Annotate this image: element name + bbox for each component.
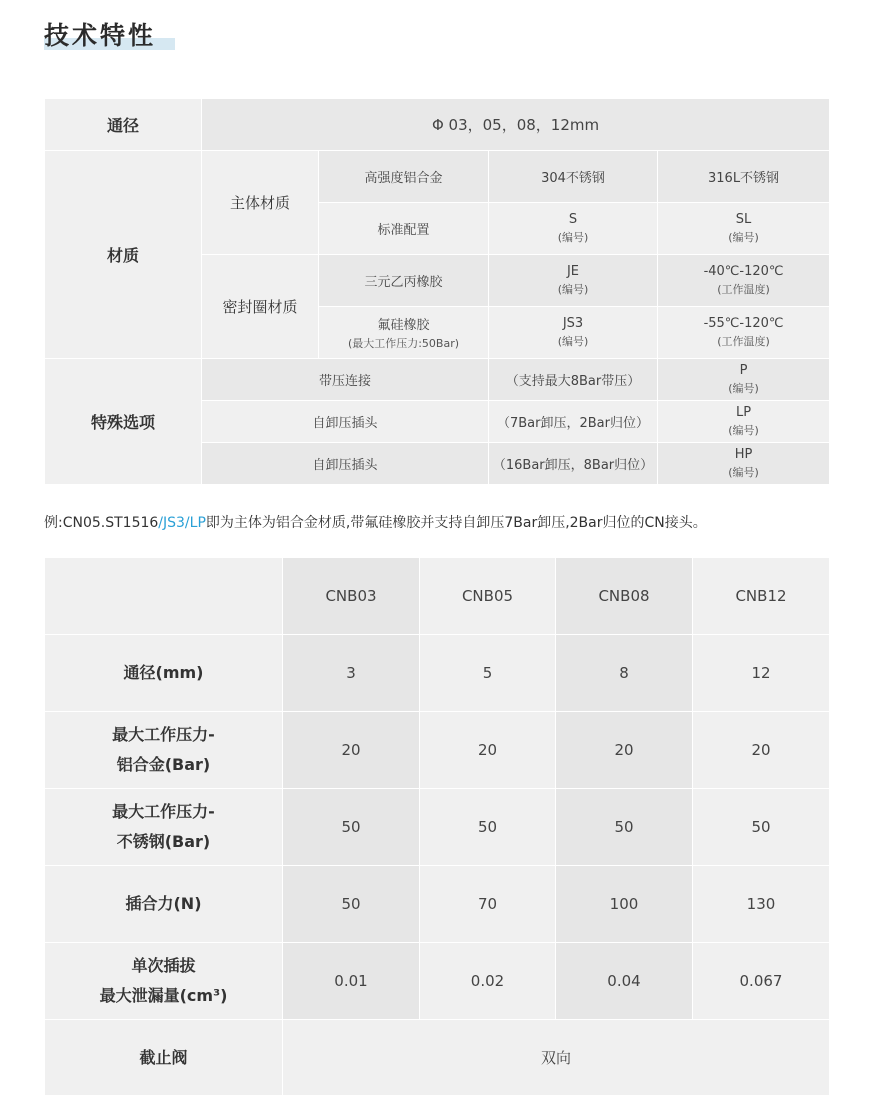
row-label: [45, 712, 283, 789]
table-cell: 130: [693, 866, 830, 943]
code-cell: [658, 401, 830, 443]
code-cell: [658, 359, 830, 401]
table-cell: 5: [420, 635, 556, 712]
table-cell: 0.02: [420, 943, 556, 1020]
temp-value: -55℃-120℃: [703, 316, 784, 331]
code-note: (编号): [557, 231, 589, 244]
special-option-desc: （支持最大8Bar带压）: [489, 359, 658, 401]
table-cell: 0.067: [693, 943, 830, 1020]
special-option-name: 自卸压插头: [202, 401, 489, 443]
row-label-line: 最大泄漏量(cm³): [99, 986, 228, 1005]
shutoff-valve-label: 截止阀: [45, 1020, 283, 1096]
code-value: JS3: [562, 316, 584, 331]
code-note: (编号): [728, 382, 759, 395]
standard-config-label: 标准配置: [319, 203, 489, 255]
table-cell: 0.01: [283, 943, 420, 1020]
material-304: 304不锈钢: [489, 151, 658, 203]
temp-note: (工作温度): [717, 335, 770, 348]
spec-table: [44, 98, 830, 485]
section-title: [44, 16, 156, 52]
special-option-desc: （16Bar卸压，8Bar归位）: [489, 443, 658, 485]
special-option-name: 带压连接: [202, 359, 489, 401]
example-suffix: 即为主体为铝合金材质,带氟硅橡胶并支持自卸压7Bar卸压,2Bar归位的CN接头。: [205, 515, 707, 531]
row-label-line: 最大工作压力-: [112, 802, 215, 821]
section-title-text: 技术特性: [44, 21, 157, 50]
example-prefix: 例:CN05.ST1516: [44, 515, 159, 531]
row-label: [45, 866, 283, 943]
bore-value: Φ 03，05，08，12mm: [202, 99, 830, 151]
temp-cell: [658, 307, 830, 359]
model-header: CNB12: [693, 558, 830, 635]
model-header: CNB05: [420, 558, 556, 635]
code-value: P: [739, 363, 748, 378]
seal-name: [319, 307, 489, 359]
row-label-line: 铝合金(Bar): [116, 755, 211, 774]
body-material-label: 主体材质: [202, 151, 319, 255]
temp-cell: [658, 255, 830, 307]
example-highlight: /JS3/LP: [158, 515, 206, 531]
row-label: [45, 943, 283, 1020]
code-cell: [489, 255, 658, 307]
code-note: (编号): [557, 335, 589, 348]
example-text: [44, 512, 707, 532]
code-value: JE: [566, 264, 580, 279]
table-cell: 50: [693, 789, 830, 866]
special-option-name: 自卸压插头: [202, 443, 489, 485]
row-label-line: 最大工作压力-: [112, 725, 215, 744]
shutoff-valve-value: 双向: [283, 1020, 830, 1096]
model-header: CNB08: [556, 558, 693, 635]
row-label-line: 通径(mm): [123, 663, 204, 682]
table-cell: 20: [283, 712, 420, 789]
row-label: [45, 789, 283, 866]
code-value: SL: [735, 212, 752, 227]
table-cell: 50: [420, 789, 556, 866]
code-value: LP: [735, 405, 752, 420]
seal-material-label: 密封圈材质: [202, 255, 319, 359]
code-note: (编号): [728, 466, 759, 479]
table-cell: 12: [693, 635, 830, 712]
table-cell: 0.04: [556, 943, 693, 1020]
code-note: (编号): [728, 424, 759, 437]
temp-value: -40℃-120℃: [703, 264, 784, 279]
temp-note: (工作温度): [717, 283, 770, 296]
code-cell: [658, 203, 830, 255]
seal-name-text: 三元乙丙橡胶: [364, 275, 443, 290]
table-cell: 50: [283, 789, 420, 866]
code-cell: [489, 203, 658, 255]
code-note: (编号): [557, 283, 589, 296]
special-option-desc: （7Bar卸压，2Bar归位）: [489, 401, 658, 443]
material-label: 材质: [45, 151, 202, 359]
row-label-line: 不锈钢(Bar): [116, 832, 211, 851]
material-aluminum: 高强度铝合金: [319, 151, 489, 203]
material-316l: 316L不锈钢: [658, 151, 830, 203]
special-options-label: 特殊选项: [45, 359, 202, 485]
table-cell: 8: [556, 635, 693, 712]
seal-name-text: 氟硅橡胶: [377, 318, 430, 333]
code-cell: [658, 443, 830, 485]
table-cell: 50: [556, 789, 693, 866]
table-cell: 100: [556, 866, 693, 943]
bore-label: 通径: [45, 99, 202, 151]
row-label-line: 单次插拔: [131, 956, 196, 975]
table-cell: 50: [283, 866, 420, 943]
model-header: CNB03: [283, 558, 420, 635]
model-header-blank: [45, 558, 283, 635]
seal-name: [319, 255, 489, 307]
row-label-line: 插合力(N): [125, 894, 202, 913]
code-cell: [489, 307, 658, 359]
table-cell: 70: [420, 866, 556, 943]
model-table: [44, 557, 830, 1096]
table-cell: 20: [556, 712, 693, 789]
code-value: S: [568, 212, 578, 227]
row-label: [45, 635, 283, 712]
seal-name-note: (最大工作压力:50Bar): [347, 337, 460, 350]
table-cell: 20: [420, 712, 556, 789]
code-note: (编号): [728, 231, 759, 244]
table-cell: 3: [283, 635, 420, 712]
code-value: HP: [734, 447, 753, 462]
table-cell: 20: [693, 712, 830, 789]
